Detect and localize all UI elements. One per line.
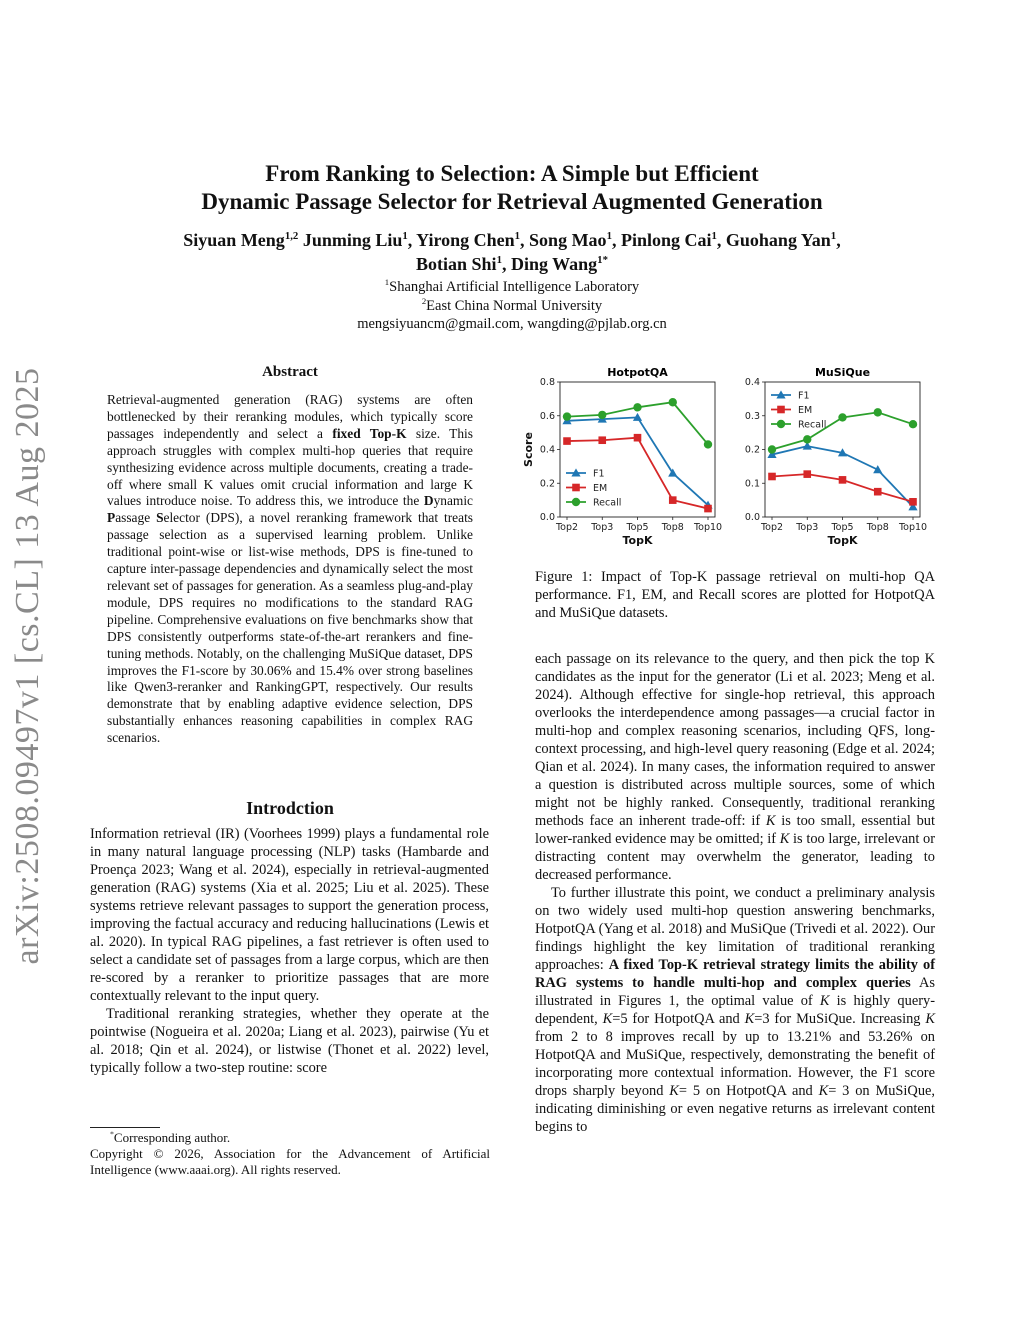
data-point-square xyxy=(768,473,776,481)
series-line xyxy=(567,417,708,505)
author-affiliation-mark: 1 xyxy=(514,230,521,242)
y-axis-label: Score xyxy=(522,432,535,467)
y-tick-label: 0.1 xyxy=(744,478,760,490)
data-point-square xyxy=(839,476,847,484)
y-tick-label: 0.2 xyxy=(744,444,760,456)
plot-frame xyxy=(560,382,715,517)
legend-label: F1 xyxy=(798,390,810,402)
hotpotqa-chart xyxy=(522,366,722,547)
author-list xyxy=(110,228,914,276)
series-f1 xyxy=(562,413,712,509)
author-name: Song Mao xyxy=(529,230,607,250)
y-tick-label: 0.0 xyxy=(744,512,760,523)
abstract-heading: Abstract xyxy=(262,364,318,380)
figure-1-charts xyxy=(520,362,940,552)
figure-1-caption: Figure 1: Impact of Top-K passage retrieval on multi-hop QA performance. F1, EM, and Recall scores are plotted for HotpotQA and MuSiQue datasets. xyxy=(535,569,935,621)
legend-label: Recall xyxy=(798,419,827,431)
paper-title xyxy=(150,160,874,216)
data-point-circle xyxy=(909,420,917,428)
data-point-triangle xyxy=(668,469,677,477)
y-tick-label: 0.4 xyxy=(539,444,555,456)
footnote-rule xyxy=(90,1127,160,1128)
arxiv-identifier: arXiv:2508.09497v1 [cs.CL] 13 Aug 2025 xyxy=(9,367,46,965)
data-point-circle xyxy=(803,435,811,443)
data-point-circle xyxy=(777,420,785,428)
author-affiliation-mark: 1* xyxy=(597,254,608,266)
x-tick-label: Top5 xyxy=(831,522,854,533)
y-tick-label: 0.8 xyxy=(539,377,555,388)
intro-paragraph-2: Traditional reranking strategies, whether they operate at the pointwise (Nogueira et al. 2020a; Liang et al. 2023), pairwise (Yu et al. 2018; Qin et al. 2024), or listwise (Thonet et al. 2022) level, typically follow a two-step routine: score xyxy=(90,1006,489,1076)
data-point-square xyxy=(909,498,917,506)
chart-legend xyxy=(771,390,826,430)
author-emails[interactable]: mengsiyuancm@gmail.com, wangding@pjlab.org.cn xyxy=(357,316,667,332)
data-point-square xyxy=(669,496,677,504)
affiliation-1: $^1$Shanghai Artificial Intelligence Laboratory xyxy=(384,277,640,295)
data-point-circle xyxy=(669,398,677,406)
introduction-heading: Introdction xyxy=(246,798,334,818)
right-paragraph-1: each passage on its relevance to the query, and then pick the top K candidates as the input for the generator (Li et al. 2023; Meng et al. 2024). Although effective for single-hop retrieval, this approach overlooks the interdependence among passages—a crucial factor in multi-hop and complex reasoning scenarios, including QFS, long-context processing, and high-level query reasoning (Edge et al. 2024; Qian et al. 2024). In many cases, the information required to answer a question is distributed across multiple sources, some of which might not be highly ranked. Consequently, traditional reranking methods face an inherent trade-off: if K is too small, essential but lower-ranked evidence may be omitted; if K is too large, irrelevant or distracting content may overwhelm the generator, leading to decreased performance. xyxy=(535,651,935,883)
corresponding-author-note: *Corresponding author. xyxy=(110,1129,231,1145)
data-point-circle xyxy=(572,498,580,506)
author-affiliation-mark: 1 xyxy=(496,254,502,266)
x-axis-label: TopK xyxy=(827,534,858,547)
author-line-1: Siyuan Meng$^{1,2}$ Junming Liu$^1$, Yirong Chen$^1$, Song Mao$^1$, Pinlong Cai$^1$, Guohang Yan$^1$, xyxy=(183,230,841,250)
footnote xyxy=(90,1130,490,1178)
title-line-1: From Ranking to Selection: A Simple but Efficient xyxy=(265,161,759,186)
right-paragraph-2: To further illustrate this point, we conduct a preliminary analysis on two widely used multi-hop question answering benchmarks, HotpotQA (Yang et al. 2018) and MuSiQue (Trivedi et al. 2022). Our findings highlight the key limitation of traditional reranking approaches: A fixed Top-K retrieval strategy limits the ability of RAG systems to handle multi-hop and complex queries As illustrated in Figures 1, the optimal value of K is highly query-dependent, K=5 for HotpotQA and K=3 for MuSiQue. Increasing K from 2 to 8 improves recall by up to 13.21% and 53.26% on HotpotQA and MuSiQue, respectively, demonstrating the benefit of incorporating more contextual information. However, the F1 score drops sharply beyond K= 5 on HotpotQA and K= 3 on MuSiQue, indicating diminishing or even negative returns as irrelevant content begins to xyxy=(535,885,936,1135)
data-point-square xyxy=(634,434,642,442)
chart-legend xyxy=(566,468,621,508)
chart-title: HotpotQA xyxy=(607,366,668,379)
data-point-square xyxy=(598,436,606,444)
data-point-square xyxy=(704,505,712,513)
author-affiliation-mark: 1 xyxy=(402,230,408,242)
x-tick-label: Top2 xyxy=(555,522,579,533)
author-affiliation-mark: 1,2 xyxy=(284,230,299,242)
x-tick-label: Top5 xyxy=(626,522,649,533)
abstract-body: Retrieval-augmented generation (RAG) systems are often bottlenecked by their reranking modules, which typically score passages independently and select a fixed Top-K size. This approach struggles with complex multi-hop queries that require synthesizing evidence across multiple documents, creating a trade-off where small K values omit crucial information and large K values introduce noise. To address this, we introduce the Dynamic Passage Selector (DPS), a novel reranking framework that treats passage selection as a supervised learning problem. Unlike traditional point-wise or list-wise methods, DPS is fine-tuned to capture inter-passage dependencies and dynamically select the most relevant set of passages for generation. As a seamless plug-and-play module, DPS requires no modifications to the standard RAG pipeline. Comprehensive evaluations on five benchmarks show that DPS consistently outperforms state-of-the-art rerankers and fine-tuning methods. Notably, on the challenging MuSiQue dataset, DPS improves the F1-score by 30.06% and 15.4% over strong baselines like Qwen3-reranker and RankingGPT, respectively. Our results demonstrate that by enabling adaptive evidence selection, DPS substantially enhances reasoning capabilities in complex RAG scenarios. xyxy=(107,392,474,746)
data-point-circle xyxy=(633,403,641,411)
right-column-body xyxy=(535,650,935,1136)
x-tick-label: Top3 xyxy=(796,522,819,533)
author-line-2: Botian Shi$^1$, Ding Wang$^{1*}$ xyxy=(416,254,608,274)
chart-title: MuSiQue xyxy=(814,366,871,379)
y-tick-label: 0.6 xyxy=(539,410,555,422)
series-recall xyxy=(768,408,917,454)
author-affiliation-mark: 1 xyxy=(830,230,837,242)
legend-label: Recall xyxy=(593,497,622,509)
copyright-notice: Copyright © 2026, Association for the Advancement of Artificial Intelligence (www.aaai.org). All rights reserved. xyxy=(90,1146,490,1177)
author-name: Siyuan Meng xyxy=(183,230,285,250)
data-point-circle xyxy=(563,412,571,420)
data-point-square xyxy=(803,470,811,478)
legend-label: F1 xyxy=(593,468,605,480)
x-tick-label: Top10 xyxy=(898,522,928,533)
series-line xyxy=(567,438,708,509)
x-tick-label: Top8 xyxy=(661,522,684,533)
data-point-circle xyxy=(874,408,882,416)
data-point-square xyxy=(777,406,785,414)
author-affiliation-mark: 1 xyxy=(606,230,612,242)
affiliation-2: $^2$East China Normal University xyxy=(421,295,603,314)
data-point-circle xyxy=(704,440,712,448)
data-point-circle xyxy=(838,413,846,421)
intro-paragraph-1: Information retrieval (IR) (Voorhees 1999) plays a fundamental role in many natural language processing (NLP) tasks (Hambarde and Proença 2023; Wang et al. 2024), especially in retrieval-augmented generation (RAG) systems (Xia et al. 2025; Liu et al. 2025). These systems retrieve relevant passages to support the generation process, improving the factual accuracy and reducing hallucinations (Lewis et al. 2020). In typical RAG pipelines, a fast retriever is often used to select a candidate set of passages from a large corpus, which are then re-scored by a reranker to prioritize passages that are more contextually relevant to the input query. xyxy=(90,826,489,1004)
data-point-circle xyxy=(768,445,776,453)
musique-chart xyxy=(745,366,927,547)
author-affiliation-mark: 1 xyxy=(711,230,717,242)
y-tick-label: 0.2 xyxy=(539,478,555,490)
introduction-body xyxy=(90,825,489,1077)
x-tick-label: Top8 xyxy=(866,522,889,533)
author-name: Botian Shi xyxy=(416,254,497,274)
data-point-square xyxy=(563,437,571,445)
y-tick-label: 0.3 xyxy=(744,410,760,422)
author-name: Ding Wang xyxy=(510,254,598,274)
data-point-square xyxy=(572,484,580,492)
data-point-circle xyxy=(598,411,606,419)
x-tick-label: Top2 xyxy=(760,522,784,533)
data-point-square xyxy=(874,488,882,496)
legend-label: EM xyxy=(798,405,813,416)
affiliations xyxy=(210,278,814,334)
y-tick-label: 0.0 xyxy=(539,512,555,523)
y-tick-label: 0.4 xyxy=(744,377,760,388)
author-name: Guohang Yan xyxy=(725,230,831,250)
author-name: Yirong Chen xyxy=(416,230,515,250)
x-tick-label: Top3 xyxy=(591,522,614,533)
x-tick-label: Top10 xyxy=(693,522,723,533)
author-name: Pinlong Cai xyxy=(620,230,712,250)
x-axis-label: TopK xyxy=(622,534,653,547)
author-name: Junming Liu xyxy=(302,230,403,250)
legend-label: EM xyxy=(593,483,608,494)
title-line-2: Dynamic Passage Selector for Retrieval Augmented Generation xyxy=(201,189,823,214)
